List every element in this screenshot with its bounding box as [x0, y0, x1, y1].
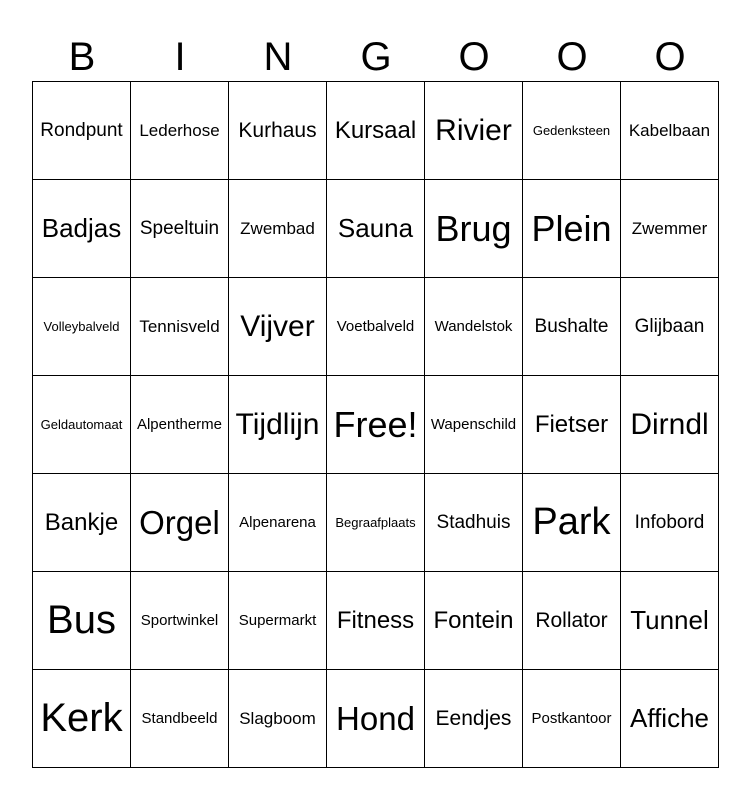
bingo-header	[33, 32, 719, 82]
bingo-cell: Stadhuis	[425, 474, 523, 572]
bingo-cell: Eendjes	[425, 670, 523, 768]
bingo-cell: Glijbaan	[621, 278, 719, 376]
bingo-cell: Tennisveld	[131, 278, 229, 376]
bingo-cell: Fietser	[523, 376, 621, 474]
bingo-cell: Badjas	[33, 180, 131, 278]
bingo-cell: Zwemmer	[621, 180, 719, 278]
bingo-cell: Gedenksteen	[523, 82, 621, 180]
header-letter: N	[263, 35, 293, 79]
bingo-grid	[32, 81, 719, 768]
header-letter: O	[458, 35, 490, 79]
bingo-cell: Fitness	[327, 572, 425, 670]
bingo-cell: Voetbalveld	[327, 278, 425, 376]
bingo-cell: Wapenschild	[425, 376, 523, 474]
bingo-cell: Dirndl	[621, 376, 719, 474]
header-letter: G	[360, 35, 392, 79]
bingo-cell: Sportwinkel	[131, 572, 229, 670]
bingo-cell: Bankje	[33, 474, 131, 572]
bingo-cell: Brug	[425, 180, 523, 278]
bingo-cell: Postkantoor	[523, 670, 621, 768]
bingo-cell: Kerk	[33, 670, 131, 768]
bingo-cell: Hond	[327, 670, 425, 768]
bingo-cell: Zwembad	[229, 180, 327, 278]
bingo-cell: Standbeeld	[131, 670, 229, 768]
header-letter: I	[174, 35, 186, 79]
bingo-cell: Vijver	[229, 278, 327, 376]
bingo-cell: Alpenarena	[229, 474, 327, 572]
bingo-cell: Lederhose	[131, 82, 229, 180]
bingo-cell: Free!	[327, 376, 425, 474]
bingo-cell: Rivier	[425, 82, 523, 180]
bingo-cell: Park	[523, 474, 621, 572]
header-letter: B	[68, 35, 96, 79]
bingo-cell: Rondpunt	[33, 82, 131, 180]
bingo-cell: Sauna	[327, 180, 425, 278]
bingo-cell: Bus	[33, 572, 131, 670]
bingo-cell: Fontein	[425, 572, 523, 670]
bingo-cell: Tijdlijn	[229, 376, 327, 474]
bingo-cell: Slagboom	[229, 670, 327, 768]
header-letter: O	[556, 35, 588, 79]
bingo-cell: Begraafplaats	[327, 474, 425, 572]
bingo-cell: Plein	[523, 180, 621, 278]
bingo-cell: Volleybalveld	[33, 278, 131, 376]
bingo-cell: Speeltuin	[131, 180, 229, 278]
bingo-cell: Bushalte	[523, 278, 621, 376]
bingo-cell: Supermarkt	[229, 572, 327, 670]
bingo-cell: Rollator	[523, 572, 621, 670]
bingo-cell: Kabelbaan	[621, 82, 719, 180]
bingo-cell: Tunnel	[621, 572, 719, 670]
bingo-cell: Kurhaus	[229, 82, 327, 180]
bingo-cell: Affiche	[621, 670, 719, 768]
bingo-cell: Kursaal	[327, 82, 425, 180]
bingo-cell: Wandelstok	[425, 278, 523, 376]
bingo-cell: Orgel	[131, 474, 229, 572]
bingo-cell: Infobord	[621, 474, 719, 572]
bingo-cell: Geldautomaat	[33, 376, 131, 474]
header-letter: O	[654, 35, 686, 79]
bingo-cell: Alpentherme	[131, 376, 229, 474]
